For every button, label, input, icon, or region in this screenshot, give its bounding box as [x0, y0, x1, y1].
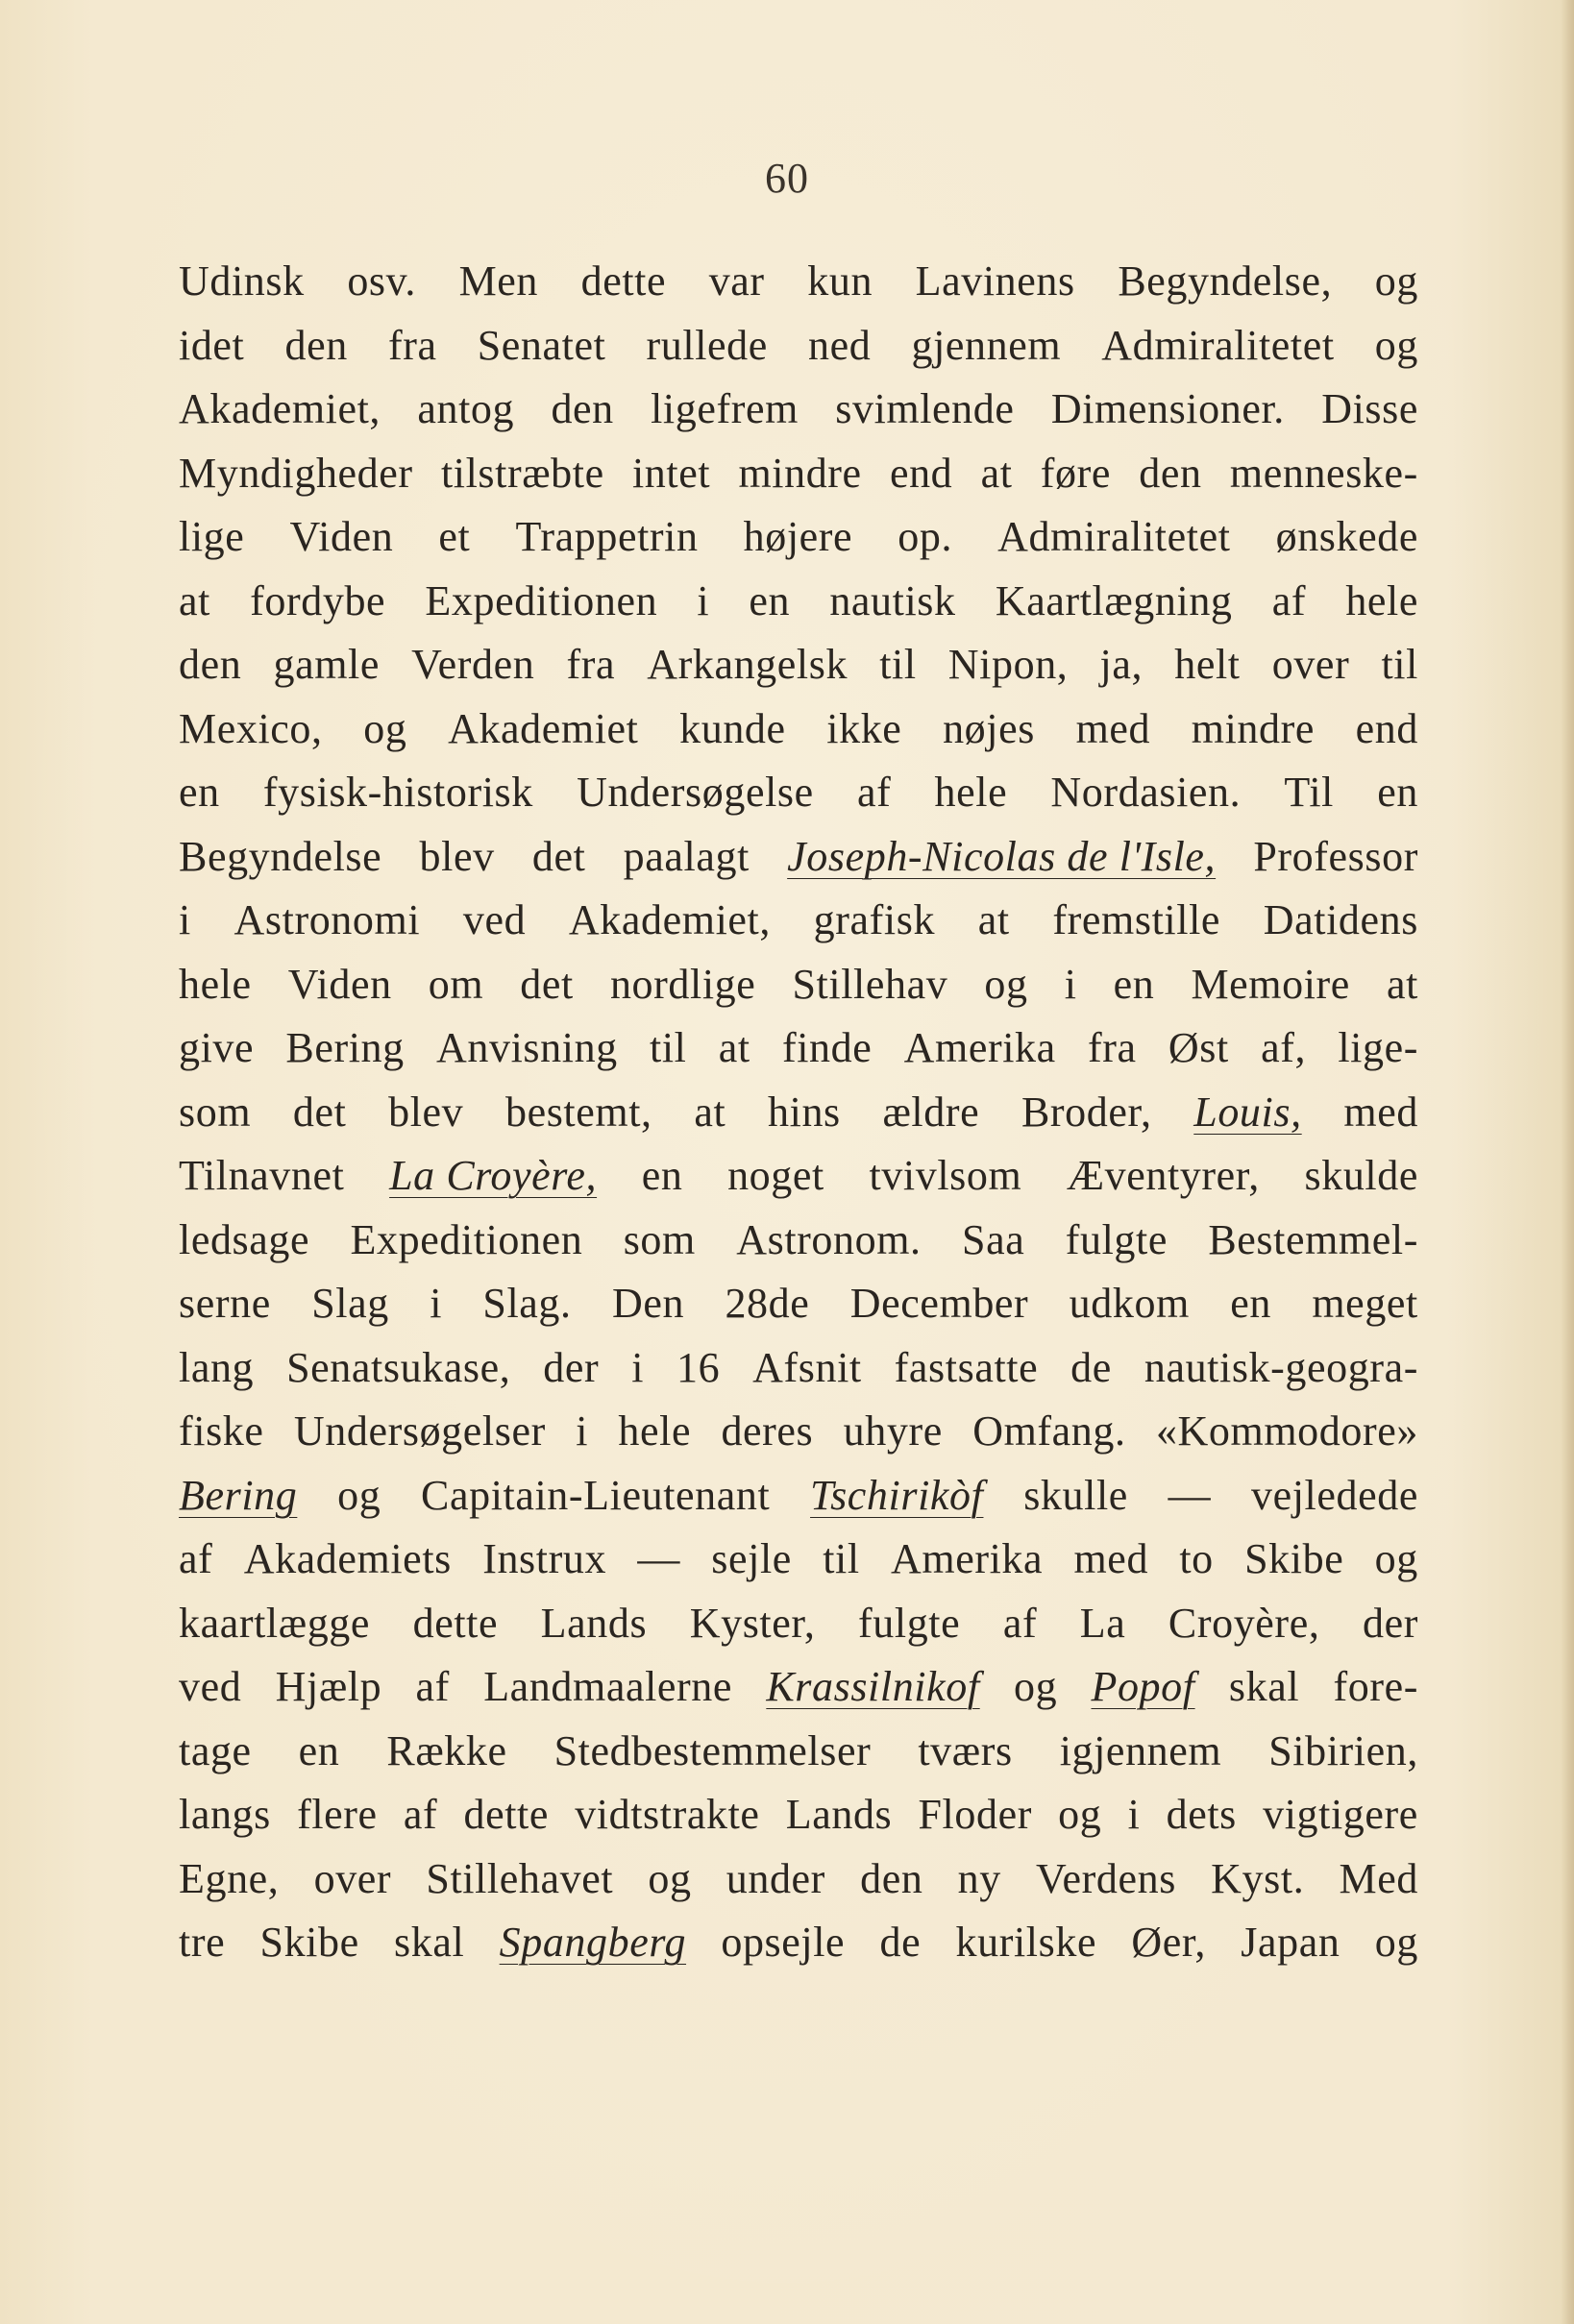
body-text: [179, 250, 1418, 1975]
word: med: [1343, 1088, 1418, 1136]
word: Saa: [962, 1215, 1025, 1263]
word: Lavinens: [915, 257, 1075, 305]
italic-name: Bering: [179, 1471, 298, 1519]
word: Slag.: [482, 1280, 572, 1327]
word: og: [1374, 1919, 1418, 1966]
page-number: 60: [765, 155, 809, 202]
word: Arkangelsk: [647, 641, 848, 688]
word: det: [531, 832, 586, 880]
word: ved: [462, 896, 527, 943]
word: tage: [179, 1726, 252, 1774]
word: den: [284, 321, 348, 369]
word: serne: [179, 1280, 271, 1327]
word: 28de: [725, 1280, 810, 1327]
word: grafisk: [813, 896, 936, 943]
word: hins: [768, 1088, 841, 1136]
word: ved: [179, 1663, 242, 1710]
word: La: [1079, 1599, 1126, 1647]
word: Professor: [1253, 832, 1418, 880]
word: Viden: [289, 513, 394, 560]
word: Senatet: [477, 321, 606, 369]
word: at: [1387, 960, 1418, 1008]
text-line: [179, 953, 1418, 1017]
word: uhyre: [843, 1407, 943, 1455]
word: Broder,: [1021, 1088, 1152, 1136]
word: højere: [743, 513, 853, 560]
word: Stillehav: [792, 960, 948, 1008]
text-line: [179, 1016, 1418, 1081]
word: at: [980, 449, 1013, 497]
word: tvivlsom: [869, 1152, 1022, 1199]
word: og: [1374, 321, 1418, 369]
word: til: [650, 1024, 687, 1071]
word: vidtstrakte: [575, 1791, 760, 1838]
word: det: [520, 960, 574, 1008]
word: skal: [1228, 1663, 1300, 1710]
word: sejle: [711, 1535, 792, 1582]
text-line: [179, 761, 1418, 825]
text-line: [179, 1720, 1418, 1784]
word: rullede: [646, 321, 768, 369]
word: meget: [1312, 1280, 1418, 1327]
word: af: [856, 769, 892, 816]
word: nautisk: [829, 576, 956, 624]
word: Bering: [285, 1024, 405, 1071]
word: nordlige: [609, 960, 756, 1008]
text-line: [179, 633, 1418, 697]
word: føre: [1040, 449, 1112, 497]
word: Instrux: [482, 1535, 607, 1582]
word: fremstille: [1052, 896, 1221, 943]
word: dette: [463, 1791, 549, 1838]
word: «Kommodore»: [1155, 1407, 1418, 1455]
word: Akademiet,: [568, 896, 771, 943]
word: blev: [419, 832, 495, 880]
text-line: [179, 1081, 1418, 1145]
word: paalagt: [623, 832, 750, 880]
word: og: [648, 1854, 692, 1902]
word: Undersøgelse: [577, 769, 814, 816]
word: Datidens: [1263, 896, 1418, 943]
word: Egne,: [179, 1854, 280, 1902]
word: Men: [458, 257, 539, 305]
word: fysisk-historisk: [262, 769, 533, 816]
word: Den: [611, 1280, 685, 1327]
word: Hjælp: [275, 1663, 382, 1710]
word: fulgte: [858, 1599, 961, 1647]
word: Amerika: [891, 1535, 1044, 1582]
word: en: [641, 1152, 683, 1199]
word: Slag: [311, 1280, 389, 1327]
word: 16: [676, 1343, 721, 1391]
word: Trappetrin: [515, 513, 699, 560]
word: fastsatte: [894, 1343, 1039, 1391]
word: fra: [1088, 1024, 1137, 1071]
word: udkom: [1069, 1280, 1190, 1327]
word: tre: [179, 1919, 226, 1966]
word: lige-: [1338, 1024, 1418, 1071]
word: en: [1113, 960, 1155, 1008]
word: gjennem: [911, 321, 1062, 369]
word: —: [637, 1535, 680, 1582]
word: at: [718, 1024, 750, 1071]
text-line: [179, 378, 1418, 442]
word: Capitain-Lieutenant: [421, 1471, 771, 1519]
text-line: [179, 1592, 1418, 1656]
word: af: [1271, 576, 1307, 624]
word: Begyndelse: [179, 832, 382, 880]
word: der: [1362, 1599, 1418, 1647]
word: Til: [1284, 769, 1335, 816]
word: Afsnit: [752, 1343, 862, 1391]
text-line: [179, 1336, 1418, 1401]
word: som: [623, 1215, 696, 1263]
word: vejledede: [1250, 1471, 1418, 1519]
word: noget: [727, 1152, 824, 1199]
word: fra: [387, 321, 437, 369]
word: Stillehavet: [426, 1854, 614, 1902]
word: mindre: [738, 449, 862, 497]
word: over: [313, 1854, 392, 1902]
word: en: [1230, 1280, 1271, 1327]
text-line: [179, 505, 1418, 570]
word: skulde: [1304, 1152, 1418, 1199]
word: Memoire: [1191, 960, 1350, 1008]
word: de: [1070, 1343, 1112, 1391]
word: Landmaalerne: [483, 1663, 733, 1710]
word: som: [179, 1088, 252, 1136]
word: ligefrem: [651, 385, 799, 432]
word: af,: [1261, 1024, 1307, 1071]
word: Sibirien,: [1268, 1726, 1418, 1774]
word: end: [889, 449, 953, 497]
word: Række: [386, 1726, 507, 1774]
word: Begyndelse,: [1118, 257, 1333, 305]
word: langs: [179, 1791, 271, 1838]
word: de: [879, 1919, 922, 1966]
word: dette: [412, 1599, 499, 1647]
word: svimlende: [835, 385, 1015, 432]
word: Bestemmel-: [1208, 1215, 1418, 1263]
word: i: [430, 1280, 443, 1327]
word: give: [179, 1024, 255, 1071]
word: var: [708, 257, 765, 305]
word: Akademiet: [448, 704, 639, 752]
word: Udinsk: [179, 257, 305, 305]
page-edge-shadow: [1561, 0, 1574, 2324]
text-line: [179, 314, 1418, 379]
word: af: [403, 1791, 438, 1838]
text-line: [179, 1464, 1418, 1529]
word: Nordasien.: [1050, 769, 1242, 816]
word: den: [1139, 449, 1202, 497]
word: blev: [388, 1088, 464, 1136]
word: Skibe: [1244, 1535, 1344, 1582]
word: kurilske: [955, 1919, 1097, 1966]
word: menneske-: [1229, 449, 1418, 497]
italic-name: Popof: [1091, 1663, 1195, 1710]
word: hele: [618, 1407, 692, 1455]
text-line: [179, 1911, 1418, 1975]
word: Med: [1339, 1854, 1418, 1902]
word: ny: [957, 1854, 1001, 1902]
word: nøjes: [943, 704, 1035, 752]
word: den: [860, 1854, 923, 1902]
text-line: [179, 825, 1418, 890]
word: Floder: [918, 1791, 1032, 1838]
word: December: [849, 1280, 1029, 1327]
word: Akademiets: [243, 1535, 452, 1582]
word: nautisk-geogra-: [1144, 1343, 1418, 1391]
italic-name: Spangberg: [499, 1919, 687, 1966]
word: ældre: [882, 1088, 980, 1136]
text-line: [179, 1400, 1418, 1464]
word: tilstræbte: [440, 449, 604, 497]
word: Mexico,: [179, 704, 323, 752]
word: skulle: [1023, 1471, 1128, 1519]
word: til: [1381, 641, 1418, 688]
word: ikke: [826, 704, 902, 752]
word: kunde: [679, 704, 786, 752]
word: fiske: [179, 1407, 264, 1455]
word: hele: [934, 769, 1008, 816]
word: Lands: [785, 1791, 893, 1838]
word: —: [1168, 1471, 1212, 1519]
word: hele: [1345, 576, 1418, 624]
word: Expeditionen: [350, 1215, 583, 1263]
word: en: [298, 1726, 340, 1774]
italic-name: Tschirikòf: [810, 1471, 984, 1519]
text-line: [179, 1655, 1418, 1720]
word: dets: [1166, 1791, 1237, 1838]
word: Lands: [540, 1599, 648, 1647]
word: over: [1271, 641, 1350, 688]
word: Admiralitetet: [997, 513, 1231, 560]
word: antog: [417, 385, 515, 432]
word: om: [428, 960, 484, 1008]
italic-name: Krassilnikof: [766, 1663, 980, 1710]
word: gamle: [273, 641, 380, 688]
word: Æventyrer,: [1066, 1152, 1260, 1199]
word: igjennem: [1059, 1726, 1222, 1774]
word: en: [179, 769, 220, 816]
word: Kaartlægning: [995, 576, 1233, 624]
word: Øst: [1168, 1024, 1229, 1071]
word: lang: [179, 1343, 255, 1391]
word: af: [1002, 1599, 1038, 1647]
word: Undersøgelser: [293, 1407, 546, 1455]
word: intet: [631, 449, 711, 497]
word: Kyster,: [689, 1599, 816, 1647]
word: Tilnavnet: [179, 1152, 345, 1199]
word: en: [749, 576, 791, 624]
text-line: [179, 1144, 1418, 1209]
word: og: [1013, 1663, 1058, 1710]
word: Verdens: [1036, 1854, 1176, 1902]
text-line: [179, 1209, 1418, 1273]
word: lige: [179, 513, 245, 560]
word: i: [631, 1343, 645, 1391]
word: ja,: [1099, 641, 1144, 688]
italic-name: Joseph-Nicolas de l'Isle,: [787, 832, 1217, 880]
word: med: [1073, 1535, 1149, 1582]
word: i: [576, 1407, 589, 1455]
word: et: [438, 513, 471, 560]
word: ned: [808, 321, 872, 369]
text-line: [179, 570, 1418, 634]
word: at: [179, 576, 210, 624]
word: kun: [807, 257, 873, 305]
word: til: [879, 641, 917, 688]
word: den: [551, 385, 614, 432]
word: Astronomi: [234, 896, 421, 943]
word: og: [1374, 257, 1418, 305]
word: tværs: [918, 1726, 1013, 1774]
word: end: [1355, 704, 1418, 752]
word: idet: [179, 321, 245, 369]
word: og: [1058, 1791, 1102, 1838]
word: Akademiet,: [179, 385, 381, 432]
word: flere: [297, 1791, 378, 1838]
word: til: [823, 1535, 860, 1582]
word: Admiralitetet: [1101, 321, 1335, 369]
word: Omfang.: [972, 1407, 1126, 1455]
word: Viden: [287, 960, 392, 1008]
word: Expeditionen: [425, 576, 658, 624]
word: bestemt,: [504, 1088, 652, 1136]
word: med: [1075, 704, 1151, 752]
word: en: [1377, 769, 1418, 816]
word: ledsage: [179, 1215, 310, 1263]
word: at: [977, 896, 1010, 943]
word: i: [1064, 960, 1077, 1008]
text-line: [179, 889, 1418, 953]
word: deres: [721, 1407, 814, 1455]
text-line: [179, 1783, 1418, 1847]
word: Senatsukase,: [286, 1343, 511, 1391]
word: at: [694, 1088, 726, 1136]
word: i: [697, 576, 710, 624]
word: Japan: [1241, 1919, 1340, 1966]
word: og: [337, 1471, 381, 1519]
word: fore-: [1333, 1663, 1418, 1710]
word: Kyst.: [1211, 1854, 1305, 1902]
word: opsejle: [721, 1919, 846, 1966]
text-line: [179, 1528, 1418, 1592]
word: fordybe: [250, 576, 386, 624]
word: og: [363, 704, 407, 752]
word: Astronom.: [736, 1215, 922, 1263]
italic-name: La Croyère,: [389, 1152, 598, 1199]
text-line: [179, 250, 1418, 314]
word: Stedbestemmelser: [553, 1726, 872, 1774]
word: under: [726, 1854, 825, 1902]
word: mindre: [1191, 704, 1315, 752]
italic-name: Louis,: [1193, 1088, 1302, 1136]
word: Skibe: [259, 1919, 359, 1966]
word: og: [1374, 1535, 1418, 1582]
word: der: [543, 1343, 600, 1391]
word: to: [1179, 1535, 1214, 1582]
word: i: [1127, 1791, 1141, 1838]
word: Disse: [1321, 385, 1418, 432]
text-line: [179, 1847, 1418, 1912]
word: Verden: [411, 641, 535, 688]
word: op.: [898, 513, 953, 560]
word: Amerika: [903, 1024, 1056, 1071]
word: ønskede: [1275, 513, 1418, 560]
word: osv.: [347, 257, 416, 305]
word: Dimensioner.: [1050, 385, 1285, 432]
word: skal: [394, 1919, 465, 1966]
word: finde: [781, 1024, 873, 1071]
word: af: [415, 1663, 450, 1710]
word: vigtigere: [1263, 1791, 1418, 1838]
word: hele: [179, 960, 252, 1008]
word: det: [292, 1088, 347, 1136]
text-line: [179, 697, 1418, 762]
word: Nipon,: [947, 641, 1069, 688]
word: dette: [580, 257, 667, 305]
word: Øer,: [1131, 1919, 1206, 1966]
word: i: [179, 896, 191, 943]
word: fulgte: [1065, 1215, 1168, 1263]
word: og: [984, 960, 1028, 1008]
word: Anvisning: [436, 1024, 618, 1071]
text-line: [179, 1272, 1418, 1336]
word: kaartlægge: [179, 1599, 371, 1647]
text-line: [179, 442, 1418, 506]
word: Myndigheder: [179, 449, 413, 497]
word: fra: [566, 641, 616, 688]
word: af: [179, 1535, 213, 1582]
word: den: [179, 641, 242, 688]
word: helt: [1174, 641, 1241, 688]
word: Croyère,: [1168, 1599, 1320, 1647]
